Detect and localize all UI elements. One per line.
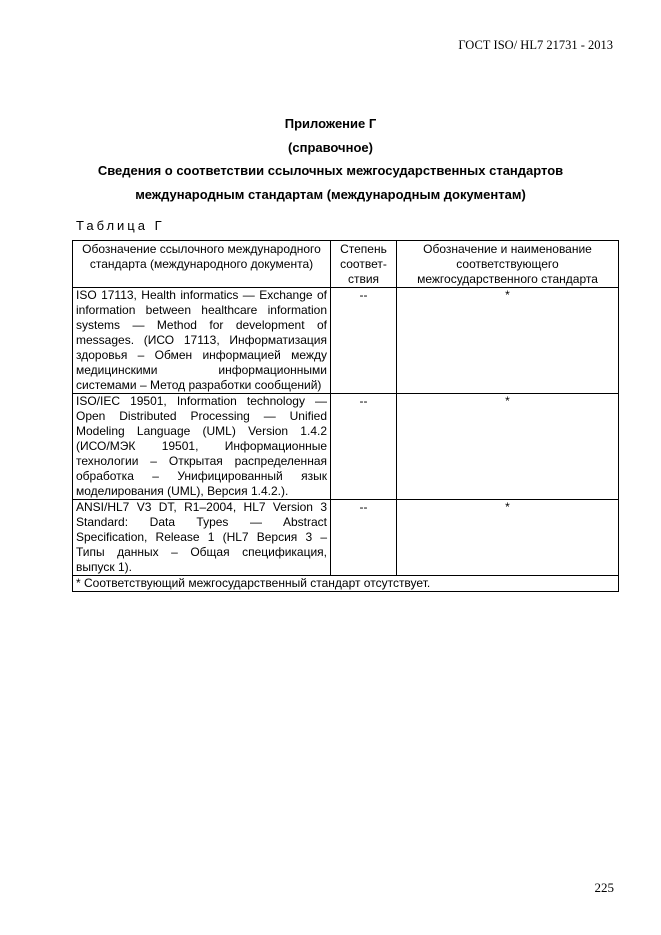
degree-cell: -- bbox=[331, 500, 397, 576]
table-header-row bbox=[73, 241, 619, 288]
appendix-heading-line1: Сведения о соответствии ссылочных межгосударственных стандартов bbox=[97, 163, 564, 178]
table-row bbox=[73, 288, 619, 394]
reference-cell: ISO/IEC 19501, Information technology — Open Distributed Processing — Unified Modeling Language (UML) Version 1.4.2 (ИСО/МЭК 19501, Информационные технологии – Открытая распределенная обработка – Унифицированный язык моделирования (UML), Версия 1.4.2.). bbox=[73, 394, 331, 500]
degree-cell: -- bbox=[331, 288, 397, 394]
document-code: ГОСТ ISO/ HL7 21731 - 2013 bbox=[458, 38, 613, 52]
appendix-heading-line2: международным стандартам (международным документам) bbox=[135, 186, 526, 202]
table-row bbox=[73, 394, 619, 500]
appendix-titles bbox=[0, 112, 661, 206]
appendix-kind: (справочное) bbox=[288, 139, 373, 155]
reference-cell: ANSI/HL7 V3 DT, R1–2004, HL7 Version 3 Standard: Data Types — Abstract Specification, Release 1 (HL7 Версия 3 – Типы данных – Общая спецификация, выпуск 1). bbox=[73, 500, 331, 576]
reference-cell: ISO 17113, Health informatics — Exchange of information between healthcare information systems — Method for development of messages. (ИСО 17113, Информатизация здоровья – Обмен информацией между медицинскими информационными системами – Метод разработки сообщений) bbox=[73, 288, 331, 394]
degree-cell: -- bbox=[331, 394, 397, 500]
table-label: Таблица Г bbox=[76, 218, 165, 233]
table-row bbox=[73, 500, 619, 576]
appendix-title: Приложение Г bbox=[284, 116, 377, 131]
table-footnote-row bbox=[73, 576, 619, 592]
page-number: 225 bbox=[594, 880, 614, 895]
table-footnote: * Соответствующий межгосударственный стандарт отсутствует. bbox=[73, 576, 619, 592]
column-header-interstate: Обозначение и наименование соответствующего межгосударственного стандарта bbox=[397, 241, 619, 288]
interstate-cell: * bbox=[397, 394, 619, 500]
standards-correspondence-table bbox=[72, 240, 619, 592]
column-header-degree: Степень соответ- ствия bbox=[331, 241, 397, 288]
interstate-cell: * bbox=[397, 288, 619, 394]
column-header-reference: Обозначение ссылочного международного стандарта (международного документа) bbox=[73, 241, 331, 288]
interstate-cell: * bbox=[397, 500, 619, 576]
